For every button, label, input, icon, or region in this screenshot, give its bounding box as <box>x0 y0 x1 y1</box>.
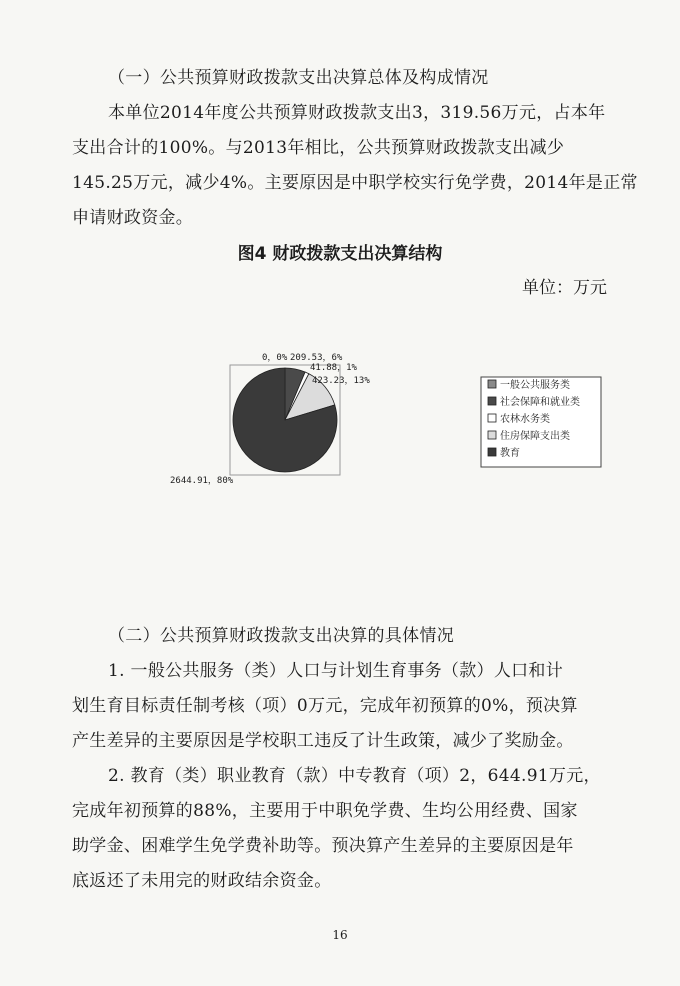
legend-label-1: 一般公共服务类 <box>500 380 570 391</box>
data-label-2: 209.53，6% <box>290 353 343 363</box>
item2-line-3: 助学金、困难学生免学费补助等。预决算产生差异的主要原因是年 <box>72 836 574 856</box>
item2-line-1: 2. 教育（类）职业教育（款）中专教育（项）2，644.91万元， <box>108 766 601 786</box>
legend-label-4: 住房保障支出类 <box>500 431 570 442</box>
item1-line-2: 划生育目标责任制考核（项）0万元，完成年初预算的0%，预决算 <box>72 696 578 716</box>
item2-line-2: 完成年初预算的88%，主要用于中职免学费、生均公用经费、国家 <box>72 801 578 821</box>
figure-unit: 单位：万元 <box>522 278 607 298</box>
legend-swatch-3 <box>488 414 496 422</box>
legend-label-5: 教育 <box>500 448 520 459</box>
section2-heading: （二）公共预算财政拨款支出决算的具体情况 <box>108 626 454 646</box>
data-label-5: 2644.91，80% <box>170 476 234 486</box>
section1-line-4: 申请财政资金。 <box>72 208 194 228</box>
section1-heading: （一）公共预算财政拨款支出决算总体及构成情况 <box>108 68 489 88</box>
pie-chart <box>150 345 620 490</box>
figure-title: 图4 财政拨款支出决算结构 <box>237 244 443 264</box>
legend-swatch-4 <box>488 431 496 439</box>
legend-swatch-2 <box>488 397 496 405</box>
legend-label-2: 社会保障和就业类 <box>500 397 580 408</box>
item2-line-4: 底返还了未用完的财政结余资金。 <box>72 871 332 891</box>
data-label-4: 423.23，13% <box>312 376 370 386</box>
section1-line-3: 145.25万元，减少4%。主要原因是中职学校实行免学费，2014年是正常 <box>72 173 638 193</box>
legend-swatch-1 <box>488 380 496 388</box>
data-label-1: 0，0% <box>262 353 288 363</box>
page-number: 16 <box>332 928 348 942</box>
item1-line-1: 1. 一般公共服务（类）人口与计划生育事务（款）人口和计 <box>108 661 564 681</box>
section1-line-2: 支出合计的100%。与2013年相比，公共预算财政拨款支出减少 <box>72 138 565 158</box>
item1-line-3: 产生差异的主要原因是学校职工违反了计生政策，减少了奖励金。 <box>72 731 574 751</box>
legend-label-3: 农林水务类 <box>500 414 550 425</box>
data-label-3: 41.88，1% <box>310 363 357 373</box>
section1-line-1: 本单位2014年度公共预算财政拨款支出3，319.56万元，占本年 <box>108 103 606 123</box>
legend-swatch-5 <box>488 448 496 456</box>
